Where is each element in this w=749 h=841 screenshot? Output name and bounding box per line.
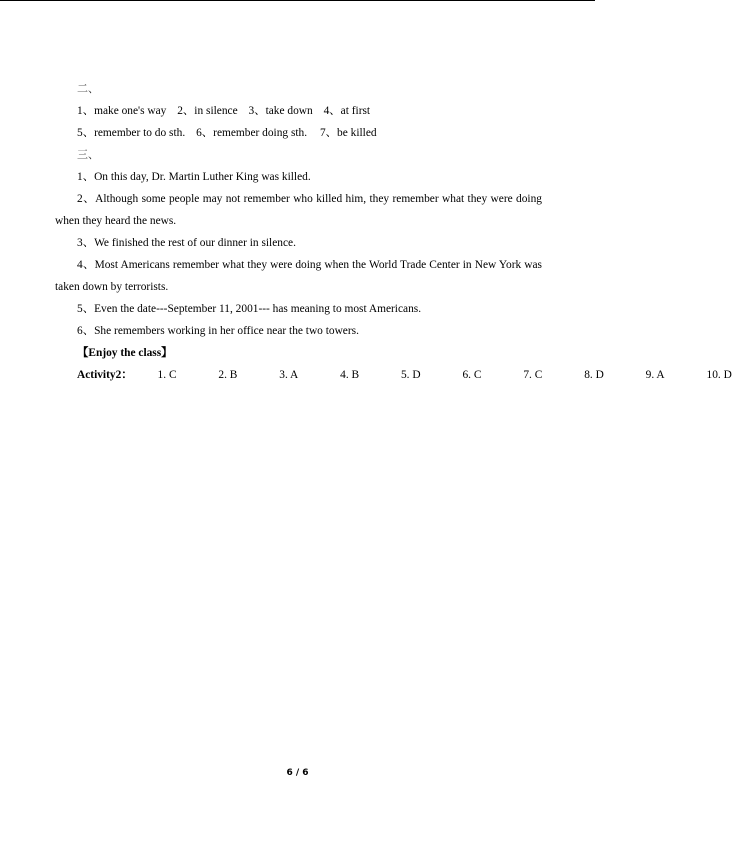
section-three-heading: 三、: [77, 148, 99, 161]
phrase-4: 4、at first: [323, 105, 371, 117]
enjoy-class-heading: 【Enjoy the class】: [77, 347, 173, 359]
answer-7: 7. C: [523, 369, 543, 381]
sentence-3: 3、We finished the rest of our dinner in silence.: [77, 237, 296, 249]
answer-10: 10. D: [706, 369, 732, 381]
phrase-2: 2、in silence: [177, 105, 238, 117]
section-two-line-1: [55, 100, 542, 122]
answer-5: 5. D: [400, 369, 421, 381]
activity-2-answers: [55, 364, 732, 386]
answer-9: 9. A: [645, 369, 665, 381]
answer-3: 3. A: [279, 369, 299, 381]
answer-8: 8. D: [584, 369, 604, 381]
sentence-2: 2、Although some people may not remember who killed him, they remember what they were doing when they heard the news.: [55, 193, 542, 227]
phrase-3: 3、take down: [248, 105, 313, 117]
sentence-4: 4、Most Americans remember what they were doing when the World Trade Center in New York was taken down by terrorists.: [55, 259, 542, 293]
phrase-7: 7、be killed: [319, 127, 377, 139]
activity-label: Activity2：: [77, 369, 133, 381]
section-two-heading: 二、: [77, 82, 99, 95]
phrase-1: 1、make one's way: [77, 105, 167, 117]
document-body: [55, 78, 732, 386]
answer-6: 6. C: [462, 369, 482, 381]
phrase-5: 5、remember to do sth.: [77, 127, 186, 139]
top-rule: [0, 0, 595, 1]
sentence-6: 6、She remembers working in her office near the two towers.: [77, 325, 359, 337]
answer-2: 2. B: [218, 369, 238, 381]
section-two-line-2: [55, 122, 542, 144]
answer-1: 1. C: [157, 369, 177, 381]
page-number: 6 / 6: [286, 768, 309, 778]
sentence-5: 5、Even the date---September 11, 2001--- has meaning to most Americans.: [77, 303, 422, 315]
phrase-6: 6、remember doing sth.: [196, 127, 308, 139]
answer-4: 4. B: [340, 369, 360, 381]
sentence-1: 1、On this day, Dr. Martin Luther King was killed.: [77, 171, 311, 183]
